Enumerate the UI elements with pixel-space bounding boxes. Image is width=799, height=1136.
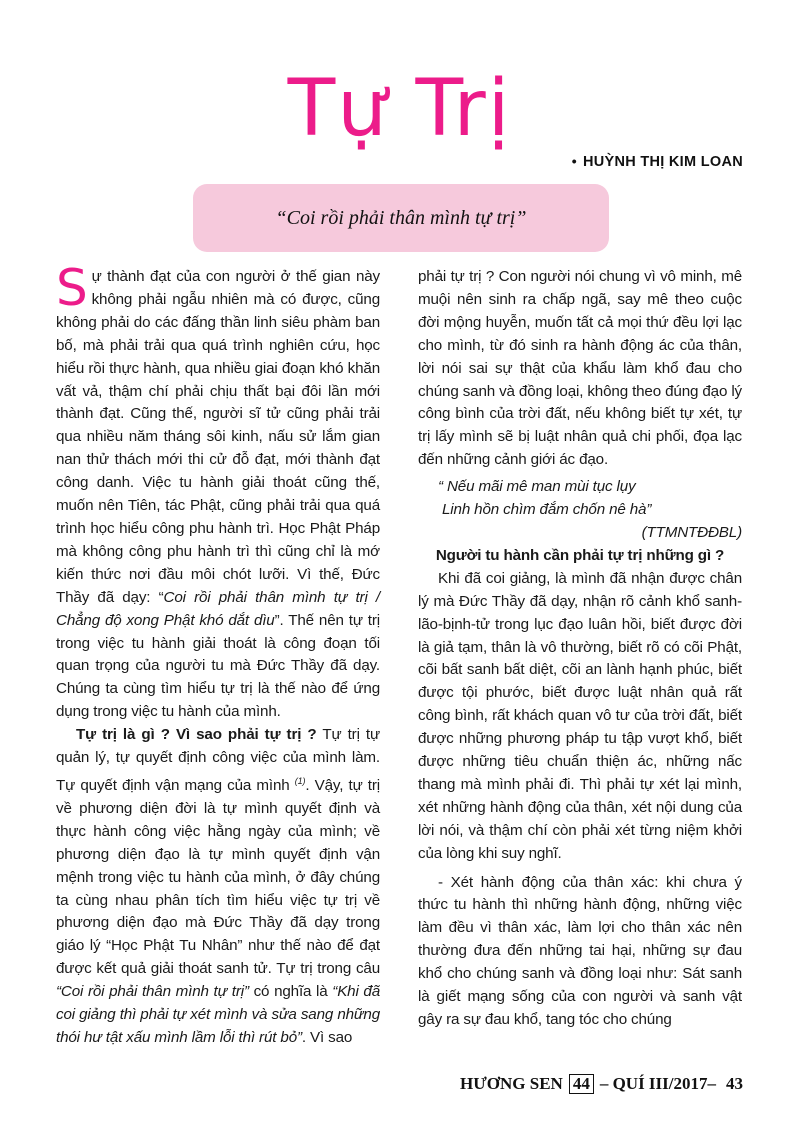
magazine-name: HƯƠNG SEN [460, 1074, 563, 1093]
bullet-icon: • [571, 153, 577, 169]
section-heading: Tự trị là gì ? Vì sao phải tự trị ? [76, 726, 317, 744]
footnote-ref: (1) [294, 775, 306, 786]
issue-period: – QUÍ III/2017– [599, 1074, 716, 1093]
section-heading: Người tu hành cần phải tự trị những gì ? [435, 546, 725, 564]
verse-source: (TTMNTĐĐBL) [641, 523, 742, 541]
verse-line: “ Nếu mãi mê man mùi tục lụy [438, 478, 636, 496]
definition-paragraph: Tự trị là gì ? Vì sao phải tự trị ? Tự trị tự quản lý, tự quyết định công việc của mình làm. Tự quyết định vận mạng của mình $^{(1)}$. Vậy, tự trị về phương diện đời là tự mình quyết định và thực hành công việc hằng ngày của mình; về phương diện đạo là tự mình quyết định vận mệnh trong việc tu hành của mình, ở đây chúng ta cùng nhau phân tích tìm hiểu việc tự trị về phương diện đạo mà Đức Thầy đã dạy trong giáo lý “Học Phật Tu Nhân” như thế nào để đạt được kết quả giải thoát sanh tử. Tự trị trong câu “Coi rồi phải thân mình tự trị” có nghĩa là “Khi đã coi giảng thì phải tự xét mình và sửa sang những thói hư tật xấu mình lầm lỗi thì rút bỏ”. Vì sao [56, 726, 381, 1046]
page-footer [460, 1074, 743, 1094]
verse-line: Linh hồn chìm đắm chốn nê hà” [442, 501, 652, 519]
issue-number: 44 [569, 1074, 594, 1094]
inline-quote: Coi rồi phải thân mình tự trị / Chẳng độ xong Phật khó dắt dìu [56, 588, 380, 629]
intro-paragraph: Sự thành đạt của con người ở thế gian này không phải ngẫu nhiên mà có được, cũng không phải do các đấng thần linh siêu phàm ban bố, mà phải trải qua quá trình nghiên cứu, học hiểu rồi thực hành, qua nhiều giai đoạn khó khăn vất vả, thậm chí phải chịu thất bại đôi lần mới thành đạt. Cũng thế, người sĩ tử cũng phải trải qua nhiều năm tháng sôi kinh, nấu sử lắm gian nan thử thách mới thi cử đỗ đạt, mới thành đạt công danh. Việc tu hành giải thoát cũng thế, muốn nên Tiên, tác Phật, cũng phải trải qua quá trình học hiểu công phu hành trì. Học Phật Pháp mà không công phu hành trì thì cũng chỉ là mớ kiến thức nơi đầu môi chót lưỡi. Vì thế, Đức Thầy đã dạy: “Coi rồi phải thân mình tự trị / Chẳng độ xong Phật khó dắt dìu”. Thế nên tự trị trong việc tu hành giải thoát là công đoạn tối quan trọng của người tu mà Đức Thầy đã dạy. Chúng ta cùng tìm hiểu tự trị là thế nào để ứng dụng trong việc tu hành của mình. [56, 259, 380, 721]
body-paragraph: - Xét hành động của thân xác: khi chưa ý thức tu hành thì những hành động, những việc làm đều vì thân xác, làm lợi cho thân xác nên thường đưa đến những tai hại, những sự đau khổ cho chúng sanh và đồng loại như: Sát sanh là giết mạng sống của con người và sanh vật gây ra sự đau khổ, tang tóc cho chúng [418, 873, 742, 1028]
author-name: HUỲNH THỊ KIM LOAN [582, 154, 743, 170]
author-byline [572, 153, 743, 170]
page-number: 43 [726, 1074, 743, 1093]
epigraph-text: “Coi rồi phải thân mình tự trị” [275, 206, 527, 229]
body-paragraph: Khi đã coi giảng, là mình đã nhận được chân lý mà Đức Thầy đã dạy, nhận rõ cảnh khổ sanh-lão-bịnh-tử trong lục đạo luân hồi, biết được đời là giả tạm, thân là vô thường, biết rõ có cõi Phật, cõi bất sanh bất diệt, cõi an lành hạnh phúc, biết được tội phước, biết được luật nhân quả rất công bình, rất khách quan vô tư của trời đất, biết được những phương pháp tu tập vượt khổ, biết được những tiêu chuẩn thiện ác, những nấc thang mà mình phải đi. Thì phải tự xét lại mình, xét những hành động của thân, xét nội dung của lời nói, và thậm chí còn phải xét từng niệm khởi của lòng khi suy nghĩ. [418, 569, 742, 862]
continued-paragraph: phải tự trị ? Con người nói chung vì vô minh, mê muội nên sinh ra chấp ngã, say mê theo cuộc đời mộng huyễn, muốn tất cả mọi thứ đều lợi lạc cho mình, từ đó sinh ra hành động ác của thân, lời nói sai sự thật của khẩu làm khổ đau cho chúng sanh và đồng loại, không theo đúng đạo lý công bình của trời đất, nếu không biết tự xét, tự trị lấy mình sẽ bị luật nhân quả chi phối, đọa lạc đến những cảnh giới ác đạo. [418, 268, 742, 469]
article-title: Tự Trị [287, 64, 512, 154]
drop-cap: S [56, 259, 88, 317]
left-column [56, 259, 381, 1050]
right-column [418, 266, 742, 1032]
epigraph-box [193, 184, 609, 252]
